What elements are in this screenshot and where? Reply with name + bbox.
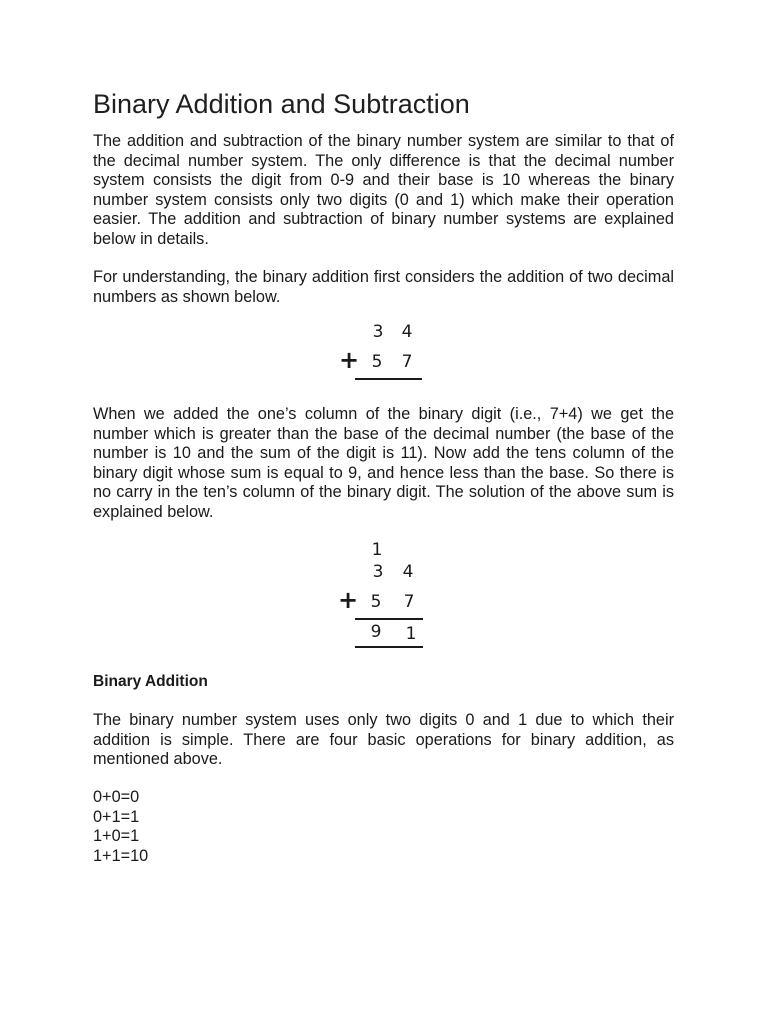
operation-item: 0+0=0 xyxy=(93,788,140,806)
sum2-top-ones-digit: 4 xyxy=(402,562,414,582)
sum2-top-tens-digit: 3 xyxy=(372,562,384,582)
sum1-bottom-ones-digit: 7 xyxy=(401,352,413,372)
binary-addition-heading: Binary Addition xyxy=(93,673,208,690)
sum1-top-ones-digit: 4 xyxy=(401,322,413,342)
operation-item: 0+1=1 xyxy=(93,807,140,826)
binary-operations-list xyxy=(93,788,148,866)
sum2-bottom-tens-digit: 5 xyxy=(370,592,382,612)
sum2-result-tens-digit: 9 xyxy=(370,622,382,642)
sum2-bottom-ones-digit: 7 xyxy=(403,592,415,612)
sum2-result-ones-digit: 1 xyxy=(405,624,417,644)
page-title: Binary Addition and Subtraction xyxy=(93,89,470,119)
sum2-result-underline xyxy=(355,646,423,648)
binary-intro-paragraph: The binary number system uses only two digits 0 and 1 due to which their addition is simple. There are four basic operations for binary addition, as mentioned above. xyxy=(93,711,674,769)
operation-item: 1+0=1 xyxy=(93,827,140,846)
sum1-bottom-tens-digit: 5 xyxy=(371,352,383,372)
explanation-paragraph: When we added the one’s column of the binary digit (i.e., 7+4) we get the number which is greater than the base of the decimal number (the base of the number is 10 and the sum of the digit is 11). Now add the tens column of the binary digit whose sum is equal to 9, and hence less than the base. So there is no carry in the ten’s column of the binary digit. The solution of the above sum is explained below. xyxy=(93,405,674,521)
sum1-plus-sign: + xyxy=(339,346,360,374)
sum2-plus-sign: + xyxy=(338,586,359,614)
operation-item: 1+1=10 xyxy=(93,846,149,865)
sum1-underline xyxy=(355,378,422,380)
sum2-underline xyxy=(355,618,423,620)
sum2-carry-digit: 1 xyxy=(371,540,383,560)
understanding-paragraph: For understanding, the binary addition first considers the addition of two decimal numbers as shown below. xyxy=(93,268,674,306)
sum1-top-tens-digit: 3 xyxy=(372,322,384,342)
intro-paragraph: The addition and subtraction of the binary number system are similar to that of the decimal number system. The only difference is that the decimal number system consists the digit from 0-9 and their base is 10 whereas the binary number system consists only two digits (0 and 1) which make their operation easier. The addition and subtraction of binary number systems are explained below in details. xyxy=(93,132,674,248)
